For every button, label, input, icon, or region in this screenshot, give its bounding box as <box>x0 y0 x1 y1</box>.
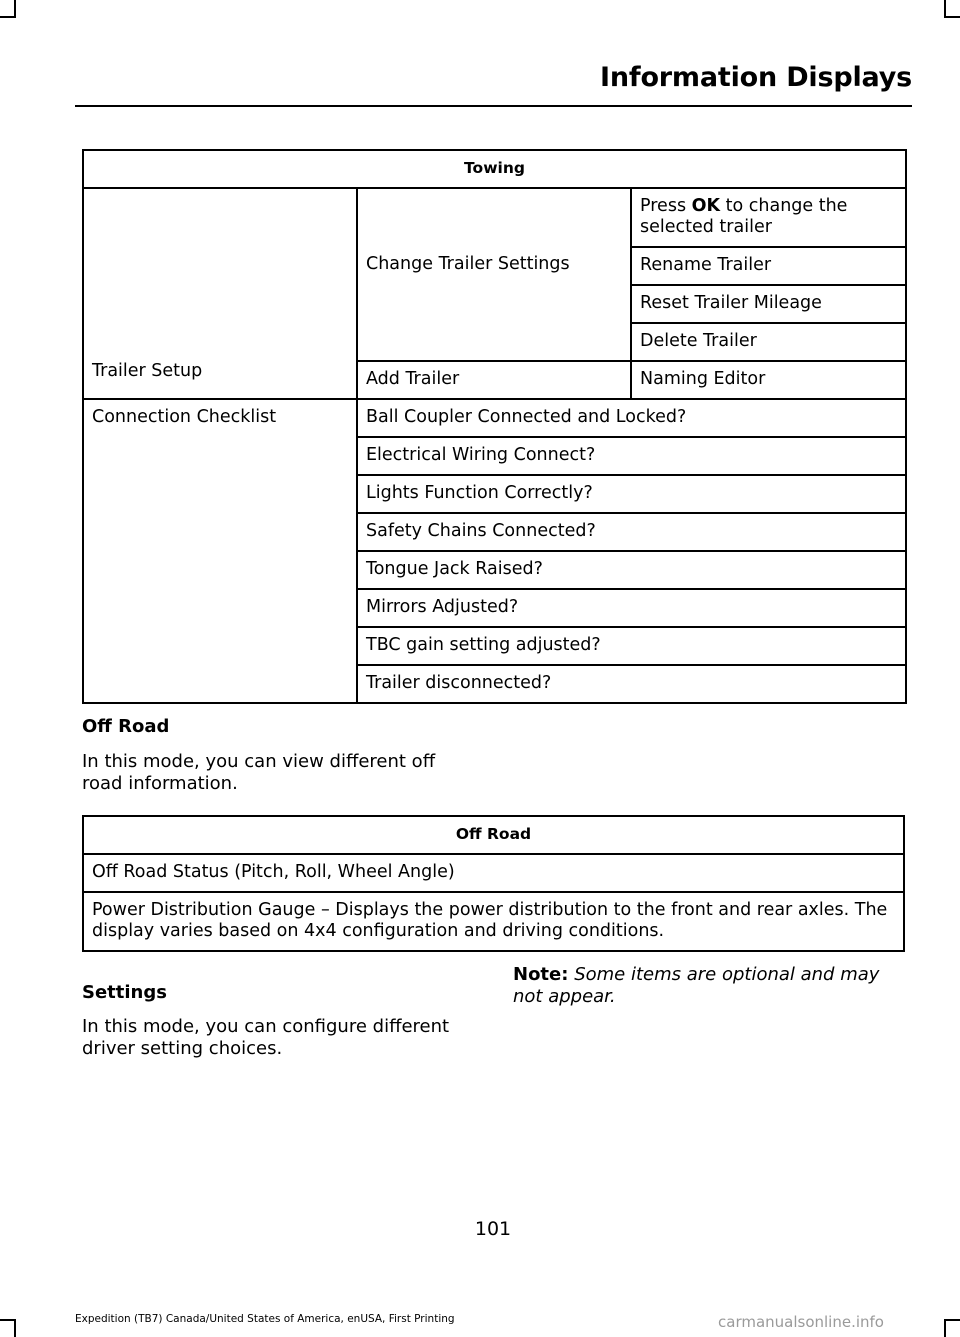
off-road-table <box>82 815 905 952</box>
trailer-setup-label: Trailer Setup <box>92 361 203 381</box>
note-label: Note: <box>513 964 569 985</box>
towing-table-title: Towing <box>83 150 906 188</box>
change-trailer-settings-cell: Change Trailer Settings <box>357 247 631 361</box>
watermark: carmanualsonline.info <box>718 1313 884 1331</box>
table-cell-empty <box>357 188 631 247</box>
off-road-heading: Off Road <box>82 716 170 737</box>
towing-table <box>82 149 907 704</box>
checklist-item: TBC gain setting adjusted? <box>357 627 906 665</box>
note-text: Some items are optional and may not appear. <box>513 964 880 1007</box>
delete-trailer-cell: Delete Trailer <box>631 323 906 361</box>
crop-mark <box>944 16 960 18</box>
crop-mark <box>944 1319 946 1337</box>
off-road-row: Off Road Status (Pitch, Roll, Wheel Angle) <box>83 854 904 892</box>
note <box>513 964 905 1008</box>
off-road-body: In this mode, you can view different off road information. <box>82 751 436 794</box>
reset-trailer-mileage-cell: Reset Trailer Mileage <box>631 285 906 323</box>
crop-mark <box>14 1319 16 1337</box>
connection-checklist-cell: Connection Checklist <box>83 399 357 703</box>
checklist-item: Lights Function Correctly? <box>357 475 906 513</box>
checklist-item: Trailer disconnected? <box>357 665 906 703</box>
ok-key-label: OK <box>691 196 721 216</box>
crop-mark <box>0 16 16 18</box>
checklist-item: Electrical Wiring Connect? <box>357 437 906 475</box>
checklist-item: Tongue Jack Raised? <box>357 551 906 589</box>
off-road-row: Power Distribution Gauge – Displays the power distribution to the front and rear axles. The display varies based on 4x4 configuration and driving conditions. <box>83 892 904 951</box>
page-number: 101 <box>474 1218 512 1240</box>
press-ok-cell: Press OK to change the selected trailer <box>631 188 906 247</box>
settings-heading: Settings <box>82 982 167 1003</box>
checklist-item: Ball Coupler Connected and Locked? <box>357 399 906 437</box>
page-title: Information Displays <box>600 62 912 93</box>
footer-text: Expedition (TB7) Canada/United States of America, enUSA, First Printing <box>75 1313 455 1325</box>
off-road-table-title: Off Road <box>83 816 904 854</box>
naming-editor-cell: Naming Editor <box>631 361 906 399</box>
header-divider <box>75 105 912 107</box>
checklist-item: Mirrors Adjusted? <box>357 589 906 627</box>
add-trailer-cell: Add Trailer <box>357 361 631 399</box>
crop-mark <box>0 1319 16 1321</box>
rename-trailer-cell: Rename Trailer <box>631 247 906 285</box>
crop-mark <box>944 1319 960 1321</box>
settings-body: In this mode, you can configure different driver setting choices. <box>82 1016 450 1059</box>
checklist-item: Safety Chains Connected? <box>357 513 906 551</box>
